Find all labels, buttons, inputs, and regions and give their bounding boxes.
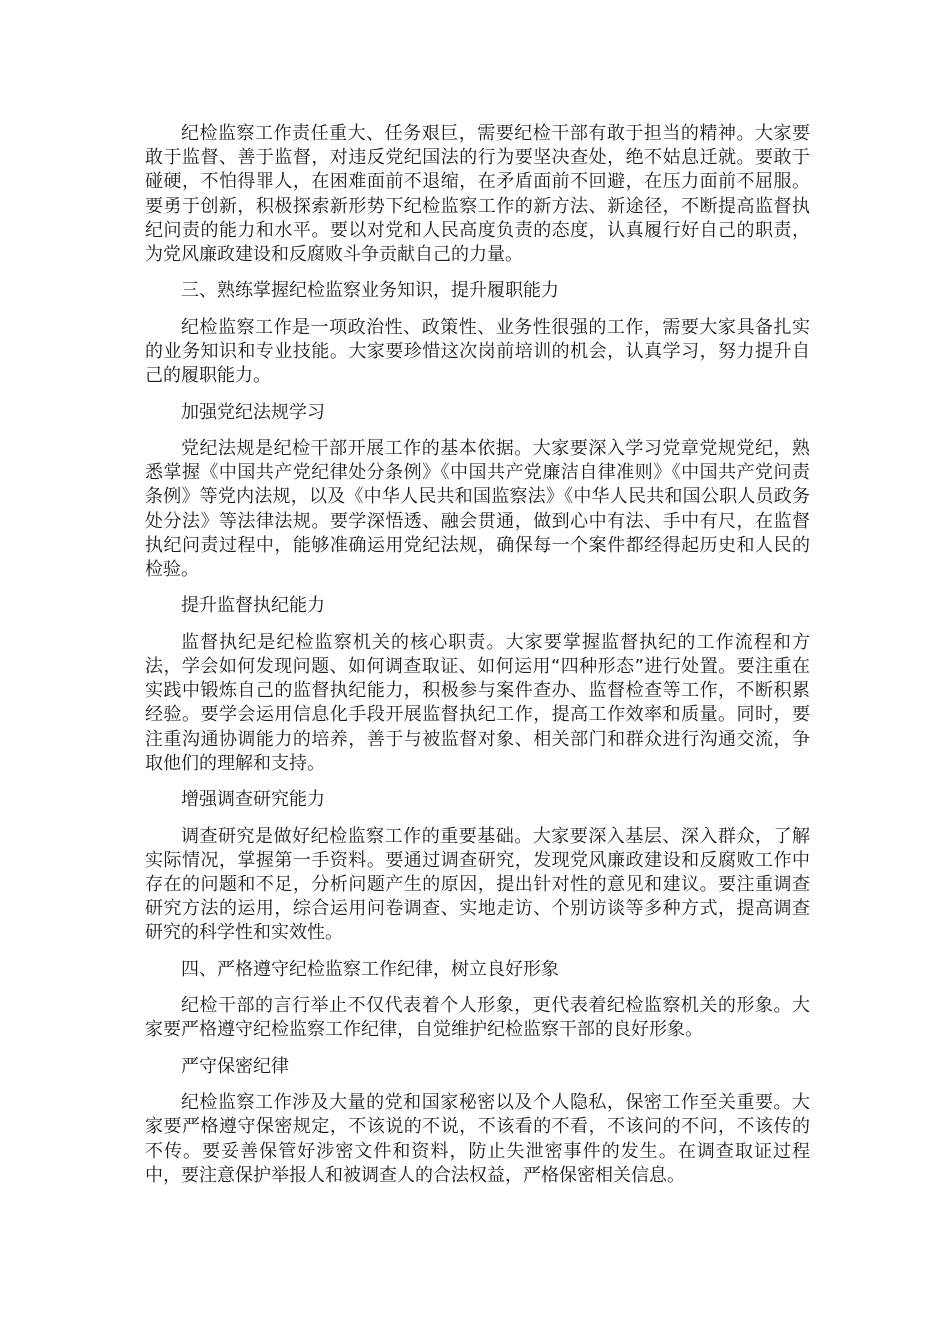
body-paragraph: 纪检干部的言行举止不仅代表着个人形象，更代表着纪检监察机关的形象。大家要严格遵守纪检监察工作纪律，自觉维护纪检监察干部的良好形象。 [145, 995, 810, 1041]
section-heading: 四、严格遵守纪检监察工作纪律，树立良好形象 [181, 958, 559, 980]
body-paragraph: 纪检监察工作是一项政治性、政策性、业务性很强的工作，需要大家具备扎实的业务知识和专业技能。大家要珍惜这次岗前培训的机会，认真学习，努力提升自己的履职能力。 [145, 316, 810, 387]
section-heading: 三、熟练掌握纪检监察业务知识，提升履职能力 [181, 280, 559, 302]
subsection-heading: 加强党纪法规学习 [181, 401, 325, 423]
body-paragraph: 纪检监察工作涉及大量的党和国家秘密以及个人隐私，保密工作至关重要。大家要严格遵守保密规定，不该说的不说，不该看的不看，不该问的不问，不该传的不传。要妥善保管好涉密文件和资料，防止失泄密事件的发生。在调查取证过程中，要注意保护举报人和被调查人的合法权益，严格保密相关信息。 [145, 1092, 810, 1186]
body-paragraph: 党纪法规是纪检干部开展工作的基本依据。大家要深入学习党章党规党纪，熟悉掌握《中国共产党纪律处分条例》《中国共产党廉洁自律准则》《中国共产党问责条例》等党内法规，以及《中华人民共和国监察法》《中华人民共和国公职人员政务处分法》等法律法规。要学深悟透、融会贯通，做到心中有法、手中有尺，在监督执纪问责过程中，能够准确运用党纪法规，确保每一个案件都经得起历史和人民的检验。 [145, 437, 810, 580]
body-paragraph: 调查研究是做好纪检监察工作的重要基础。大家要深入基层、深入群众，了解实际情况，掌握第一手资料。要通过调查研究，发现党风廉政建设和反腐败工作中存在的问题和不足，分析问题产生的原因，提出针对性的意见和建议。要注重调查研究方法的运用，综合运用问卷调查、实地走访、个别访谈等多种方式，提高调查研究的科学性和实效性。 [145, 825, 810, 944]
subsection-heading: 严守保密纪律 [181, 1055, 289, 1077]
body-paragraph: 监督执纪是纪检监察机关的核心职责。大家要掌握监督执纪的工作流程和方法，学会如何发现问题、如何调查取证、如何运用“四种形态”进行处置。要注重在实践中锻炼自己的监督执纪能力，积极参与案件查办、监督检查等工作，不断积累经验。要学会运用信息化手段开展监督执纪工作，提高工作效率和质量。同时，要注重沟通协调能力的培养，善于与被监督对象、相关部门和群众进行沟通交流，争取他们的理解和支持。 [145, 631, 810, 774]
subsection-heading: 提升监督执纪能力 [181, 595, 325, 617]
body-paragraph: 纪检监察工作责任重大、任务艰巨，需要纪检干部有敢于担当的精神。大家要敢于监督、善于监督，对违反党纪国法的行为要坚决查处，绝不姑息迁就。要敢于碰硬，不怕得罪人，在困难面前不退缩，在矛盾面前不回避，在压力面前不屈服。要勇于创新，积极探索新形势下纪检监察工作的新方法、新途径，不断提高监督执纪问责的能力和水平。要以对党和人民高度负责的态度，认真履行好自己的职责，为党风廉政建设和反腐败斗争贡献自己的力量。 [145, 123, 810, 266]
subsection-heading: 增强调查研究能力 [181, 789, 325, 811]
